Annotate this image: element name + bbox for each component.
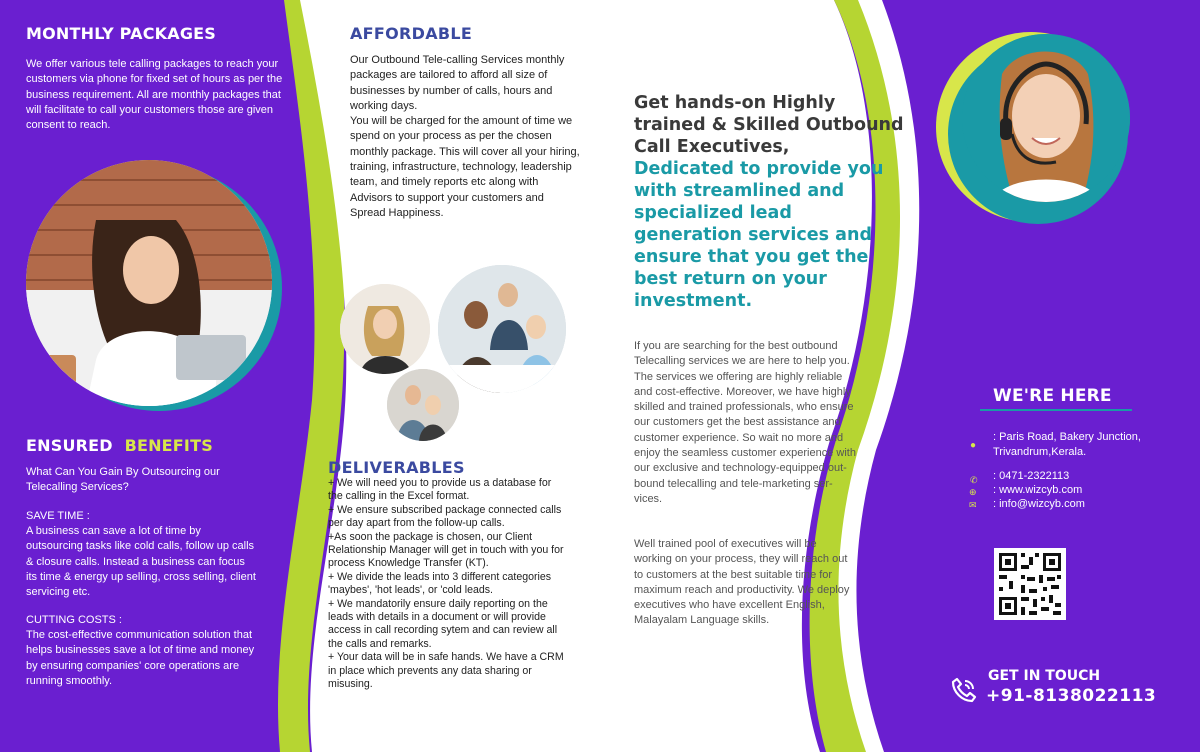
qr-code[interactable]	[994, 548, 1066, 620]
monthly-packages-text: We offer various tele calling packages to reach your customers via phone for fixed set of hours as per the business requirement. All are monthly packages that will facilitate to call your customers those are given consent to reach.	[26, 58, 283, 132]
email-link[interactable]: : info@wizcyb.com	[993, 498, 1085, 510]
ensured-benefits-title	[26, 436, 213, 455]
phone-icon: ✆	[970, 475, 978, 485]
intro-paragraph: If you are searching for the best outbound Telecalling services we are here to help you. The services we offering are highly reliable and cost-effective. Moreover, we have highly skilled and trained professionals, who ensure our customers get the best assistance and customer experience. So wait no more and enjoy the seamless customer experience with our exclusive and technology-equipped out-bound telecalling and tele-marketing ser-vices.	[634, 340, 856, 505]
affordable-title: AFFORDABLE	[350, 24, 473, 43]
were-here-underline	[980, 409, 1132, 411]
address-text: : Paris Road, Bakery Junction, Trivandrum,Kerala.	[993, 431, 1141, 459]
were-here-title: WE'RE HERE	[993, 386, 1112, 406]
benefits-question: What Can You Gain By Outsourcing our Telecalling Services?	[26, 466, 220, 494]
call-agent-photo	[26, 160, 272, 406]
colleagues-photo	[387, 369, 459, 441]
deliverables-text: + We will need you to provide us a database for the calling in the Excel format. + We ensure subscribed package connected calls per day apart from the follow-up calls. +As soon the package is chosen, our Client Relationship Manager will get in touch with you for process Knowledge Transfer (KT). + We divide the leads into 3 different categories 'maybes', 'hot leads', or 'cold leads. + We mandatorily ensure daily reporting on the leads with details in a document or will provide access in call recording sytem and can review all the calls and remarks. + Your data will be in safe hands. We have a CRM in place which prevents any data sharing or misusing.	[328, 477, 564, 691]
phone-call-icon	[950, 676, 978, 709]
website-link[interactable]: : www.wizcyb.com	[993, 484, 1083, 496]
globe-icon: ⊕	[969, 487, 977, 497]
save-time-text: A business can save a lot of time by outsourcing tasks like cold calls, follow up calls & closure calls. Instead a business can focus its time & energy up selling, cross selling, client servicing etc.	[26, 525, 256, 599]
team-photo	[438, 265, 566, 393]
affordable-text: Our Outbound Tele-calling Services monthly packages are tailored to afford all size of businesses by number of calls, hours and working days. You will be charged for the amount of time we spend on your process as per the chosen monthly package. This will cover all your hiring, training, infrastructure, technology, leadership team, and timely reports etc along with Advisors to support your customers and Spread Happiness.	[350, 54, 580, 219]
deliverables-title: DELIVERABLES	[328, 458, 465, 477]
cutting-costs-text: The cost-effective communication solution that helps businesses save a lot of time and money by ensuring companies' core operations are running smoothly.	[26, 629, 255, 687]
phone-number[interactable]: : 0471-2322113	[993, 470, 1070, 482]
mail-icon: ✉	[969, 500, 977, 510]
headline-teal: Dedicated to provide you with streamlined and specialized lead generation services and ensure that you get the best return on your investment.	[634, 159, 884, 311]
monthly-packages-title: MONTHLY PACKAGES	[26, 24, 217, 43]
cutting-costs-title: CUTTING COSTS :	[26, 614, 122, 626]
save-time-title: SAVE TIME :	[26, 510, 90, 522]
headset-agent-photo	[962, 34, 1130, 202]
executives-paragraph: Well trained pool of executives will be working on your process, they will reach out to customers at the best suitable time for maximum reach and productivity. We deploy executives who have excellent English, Malayalam Language skills.	[634, 538, 850, 627]
mobile-number[interactable]: +91-8138022113	[986, 686, 1157, 706]
agent-photo-small	[340, 284, 430, 374]
get-in-touch-label: GET IN TOUCH	[988, 668, 1101, 684]
headline-dark: Get hands-on Highly trained & Skilled Outbound Call Executives,	[634, 93, 904, 157]
ensured-word: ENSURED	[26, 436, 113, 455]
location-pin-icon: ●	[970, 440, 977, 451]
benefits-word: BENEFITS	[124, 436, 213, 455]
